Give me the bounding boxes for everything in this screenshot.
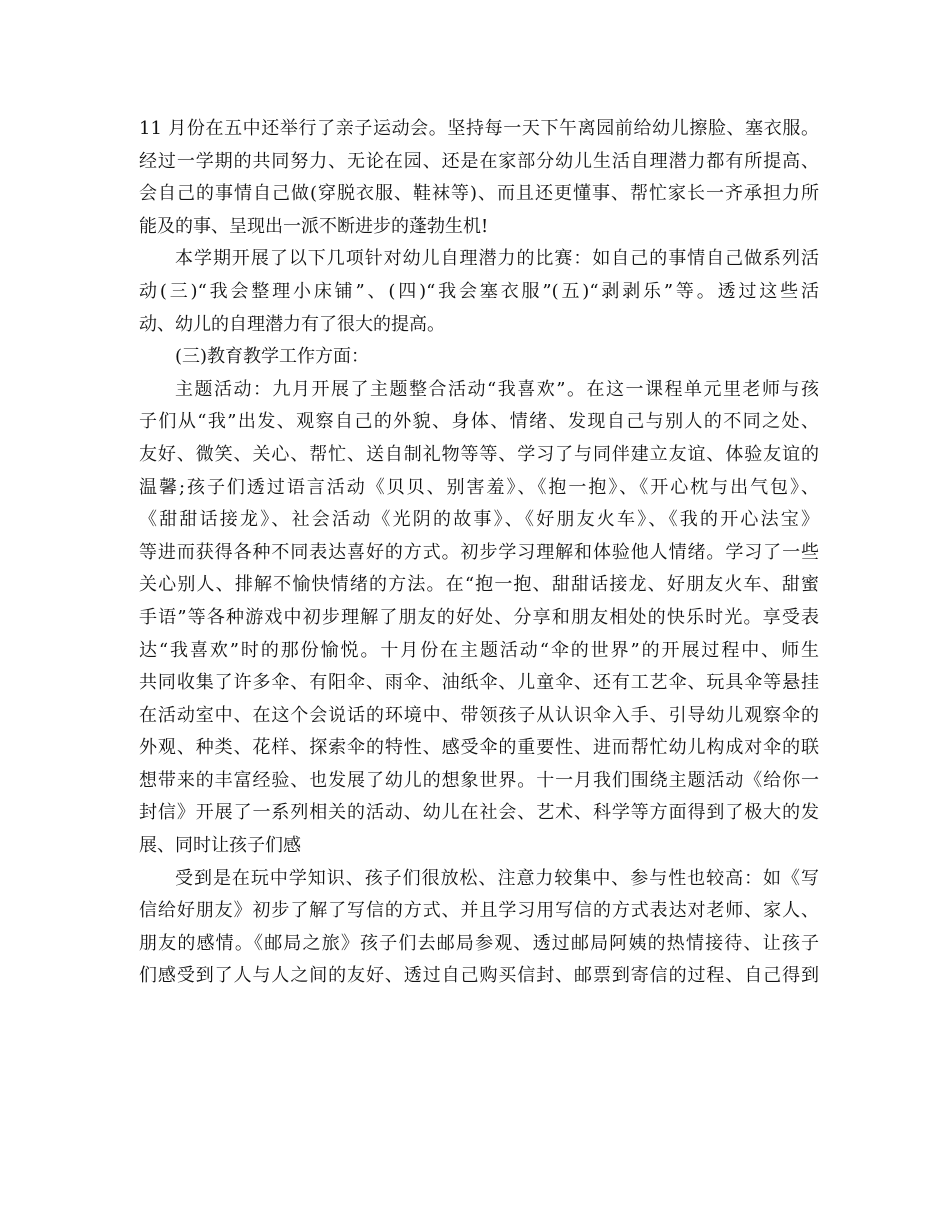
text-line: 友好、微笑、关心、帮忙、送自制礼物等等、学习了与同伴建立友谊、体验友谊的 bbox=[139, 443, 819, 465]
heading-line: (三)教育教学工作方面： bbox=[175, 346, 370, 368]
paragraph-3 bbox=[139, 374, 819, 863]
text-line: 封信》开展了一系列相关的活动、幼儿在社会、艺术、科学等方面得到了极大的发 bbox=[139, 802, 819, 824]
text-line: 动(三)“我会整理小床铺”、(四)“我会塞衣服”(五)“剥剥乐”等。透过这些活 bbox=[139, 280, 819, 302]
text-line: 们感受到了人与人之间的友好、透过自己购买信封、邮票到寄信的过程、自己得到 bbox=[139, 965, 819, 987]
text-line: 外观、种类、花样、探索伞的特性、感受伞的重要性、进而帮忙幼儿构成对伞的联 bbox=[139, 737, 819, 759]
text-line: 共同收集了许多伞、有阳伞、雨伞、油纸伞、儿童伞、还有工艺伞、玩具伞等悬挂 bbox=[139, 672, 819, 694]
text-line: 子们从“我”出发、观察自己的外貌、身体、情绪、发现自己与别人的不同之处、 bbox=[139, 411, 819, 433]
text-line: 《甜甜话接龙》、社会活动《光阴的故事》、《好朋友火车》、《我的开心法宝》 bbox=[139, 509, 819, 531]
paragraph-2 bbox=[139, 243, 819, 341]
text-line: 11 月份在五中还举行了亲子运动会。坚持每一天下午离园前给幼儿擦脸、塞衣服。 bbox=[139, 118, 819, 139]
text-line: 能及的事、呈现出一派不断进步的蓬勃生机! bbox=[139, 215, 489, 237]
text-line: 经过一学期的共同努力、无论在园、还是在家部分幼儿生活自理潜力都有所提高、 bbox=[139, 150, 819, 172]
text-line: 想带来的丰富经验、也发展了幼儿的想象世界。十一月我们围绕主题活动《给你一 bbox=[139, 769, 819, 791]
text-line: 关心别人、排解不愉快情绪的方法。在“抱一抱、甜甜话接龙、好朋友火车、甜蜜 bbox=[139, 574, 819, 596]
text-line: 主题活动：九月开展了主题整合活动“我喜欢”。在这一课程单元里老师与孩 bbox=[175, 378, 819, 400]
text-line: 在活动室中、在这个会说话的环境中、带领孩子从认识伞入手、引导幼儿观察伞的 bbox=[139, 704, 819, 726]
text-line: 展、同时让孩子们感 bbox=[139, 835, 301, 857]
paragraph-1 bbox=[139, 113, 819, 243]
paragraph-4 bbox=[139, 863, 819, 993]
text-line: 动、幼儿的自理潜力有了很大的提高。 bbox=[139, 313, 445, 335]
text-line: 本学期开展了以下几项针对幼儿自理潜力的比赛：如自己的事情自己做系列活 bbox=[175, 248, 819, 270]
text-line: 会自己的事情自己做(穿脱衣服、鞋袜等)、而且还更懂事、帮忙家长一齐承担力所 bbox=[139, 183, 819, 205]
text-line: 温馨;孩子们透过语言活动《贝贝、别害羞》、《抱一抱》、《开心枕与出气包》、 bbox=[139, 476, 819, 498]
text-line: 朋友的感情。《邮局之旅》孩子们去邮局参观、透过邮局阿姨的热情接待、让孩子 bbox=[139, 932, 819, 954]
text-line: 达“我喜欢”时的那份愉悦。十月份在主题活动“伞的世界”的开展过程中、师生 bbox=[139, 639, 819, 661]
text-line: 手语”等各种游戏中初步理解了朋友的好处、分享和朋友相处的快乐时光。享受表 bbox=[139, 606, 819, 628]
text-line: 等进而获得各种不同表达喜好的方式。初步学习理解和体验他人情绪。学习了一些 bbox=[139, 541, 819, 563]
document-body bbox=[139, 113, 819, 993]
text-line: 信给好朋友》初步了解了写信的方式、并且学习用写信的方式表达对老师、家人、 bbox=[139, 900, 819, 922]
text-line: 受到是在玩中学知识、孩子们很放松、注意力较集中、参与性也较高：如《写 bbox=[175, 867, 819, 889]
section-heading bbox=[139, 341, 819, 374]
